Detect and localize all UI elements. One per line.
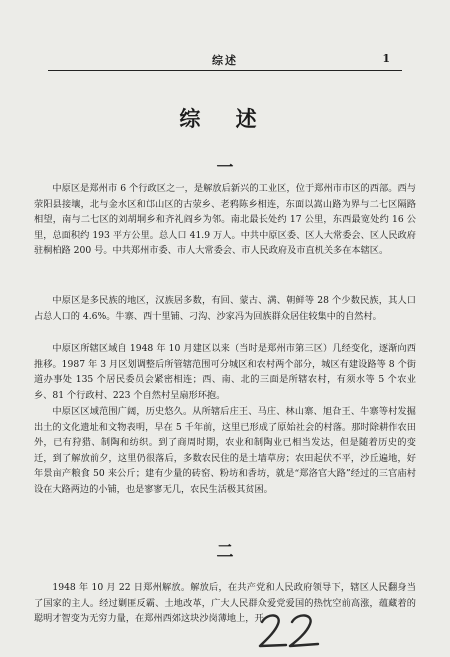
- running-header: [48, 52, 402, 68]
- page-number: 1: [382, 52, 390, 65]
- header-rule: [48, 70, 402, 71]
- paragraph: 中原区是多民族的地区，汉族居多数，有回、蒙古、满、朝鲜等 28 个少数民族，其人口占总人口的 4.6%。牛寨、西十里铺、刁沟、沙家冯为回族群众居住较集中的自然村。: [34, 295, 416, 322]
- paragraph: 中原区是郑州市 6 个行政区之一，是解放后新兴的工业区，位于郑州市市区的西部。西与荥阳县接壤，北与金水区和邙山区的古荥乡、老鸦陈乡相连，东面以嵩山路为界与二七区隔路相望，南与二七区的刘胡垌乡和齐礼阎乡为邻。南北最长处约 17 公里，东西最宽处约 16 公里，总面积约 193 平方公里。总人口 41.9 万人。中共中原区委、区人大常委会、区人民政府驻桐柏路 200 号。中共郑州市委、市人大常委会、市人民政府及市直机关多在本辖区。: [34, 183, 416, 257]
- paragraph: 中原区所辖区域自 1948 年 10 月建区以来（当时是郑州市第三区）几经变化，逐渐向西推移。1987 年 3 月区划调整后所管辖范围可分城区和农村两个部分，城区有建设路等 8 个街道办事处 135 个居民委员会紧密相连；西、南、北的三面是所辖农村，有须水等 5 个农业乡、81 个行政村、223 个自然村呈扇形环抱。: [34, 343, 416, 401]
- chapter-title: 综 述: [179, 106, 271, 131]
- section-number: 一: [216, 158, 234, 178]
- paragraph: 中原区区域范围广阔，历史悠久。从所辖后庄王、马庄、林山寨、旭旮王、牛寨等村发掘出土的文化遗址和文物表明，早在 5 千年前，这里已形成了原始社会的村落。那时除耕作农田外，已有狩猎、制陶和纺织。到了商周时期，农业和制陶业已相当发达，但是随着历史的变迁，到了解放前夕，这里仍很落后，多数农民住的是土墙草房；农田起伏不平，沙丘遍地，好年景亩产粮食 50 来公斤；建有少量的砖窑、粉坊和香坊，就是“郑洛官大路”经过的三官庙村设在大路两边的小铺，也是寥寥无几，农民生活极其贫困。: [34, 406, 416, 495]
- running-header-title: 综述: [212, 54, 238, 67]
- handwritten-page-mark: [256, 610, 326, 650]
- section-number: 二: [216, 542, 234, 562]
- paragraph: 1948 年 10 月 22 日郑州解放。解放后，在共产党和人民政府领导下，辖区人民翻身当了国家的主人。经过剿匪反霸、土地改革，广大人民群众爱党爱国的热忱空前高涨，蕴藏着的聪明才智变为无穷力量，在郑州西郊这块沙岗薄地上，开: [34, 582, 416, 625]
